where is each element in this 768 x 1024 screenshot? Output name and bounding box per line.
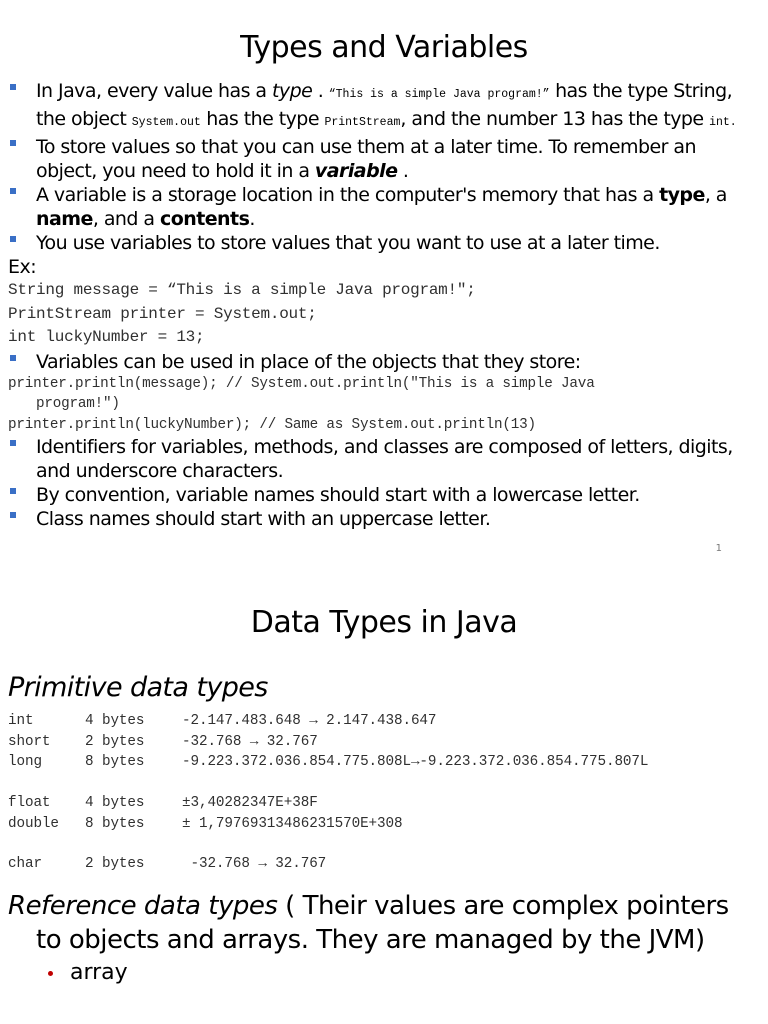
bullet-text: , a <box>704 184 727 206</box>
square-bullet-icon <box>10 355 16 361</box>
table-row <box>8 793 768 814</box>
slide-title: Data Types in Java <box>250 605 518 640</box>
bullet-text: has the type <box>200 108 325 130</box>
inline-code-system-out: System.out <box>131 116 201 129</box>
reference-heading-description: ( Their values are complex pointers to objects and arrays. They are managed by the JVM) <box>36 891 729 956</box>
inline-code-printstream: PrintStream <box>324 116 401 129</box>
square-bullet-icon <box>10 140 16 146</box>
bullet-text: . <box>249 208 255 230</box>
bullet-text: . <box>312 80 329 102</box>
size-cell: 2 bytes <box>85 733 145 750</box>
round-bullet-icon <box>48 971 53 976</box>
range-cell: -2.147.483.648 → 2.147.438.647 <box>182 713 437 729</box>
bullet-text: In Java, every value has a <box>36 80 273 102</box>
size-cell: 8 bytes <box>85 815 145 832</box>
range-cell: -32.768 → 32.767 <box>182 856 327 873</box>
code-line: int luckyNumber = 13; <box>8 328 205 346</box>
range-cell: -32.768 → 32.767 <box>182 733 318 750</box>
reference-heading-italic: Reference data types <box>8 891 278 922</box>
page-number: 1 <box>715 543 722 554</box>
bullet-text: By convention, variable names should start with a lowercase letter. <box>36 484 640 506</box>
type-cell: float <box>8 795 51 812</box>
list-item-label: array <box>70 960 128 986</box>
bullet-text: . <box>397 160 409 182</box>
slide-content <box>0 79 768 531</box>
table-spacer <box>8 834 768 854</box>
type-cell: short <box>8 733 51 750</box>
example-label: Ex: <box>8 256 37 278</box>
type-cell: long <box>8 754 42 771</box>
primitive-types-table <box>0 711 768 875</box>
bullet-text: Variables can be used in place of the objects that they store: <box>36 350 581 373</box>
code-line-continued: program!") <box>36 396 120 412</box>
range-cell: -9.223.372.036.854.775.808L→-9.223.372.036.854.775.807L <box>182 754 649 771</box>
code-line: PrintStream printer = System.out; <box>8 304 317 323</box>
bullet-every-value-has-type <box>8 79 760 135</box>
table-spacer <box>8 773 768 793</box>
bold-type: type <box>659 184 705 206</box>
range-cell: ±3,40282347E+38F <box>182 795 318 812</box>
square-bullet-icon <box>10 236 16 242</box>
bullet-text: Class names should start with an uppercase letter. <box>36 508 491 530</box>
type-cell: char <box>8 856 42 873</box>
table-row <box>8 732 768 753</box>
square-bullet-icon <box>10 188 16 194</box>
section-heading-primitive: Primitive data types <box>8 672 268 703</box>
square-bullet-icon <box>10 440 16 446</box>
bullet-lowercase-convention <box>8 483 760 507</box>
section-heading-reference <box>0 889 768 957</box>
code-line: printer.println(message); // System.out.println("This is a simple Java <box>8 375 595 392</box>
size-cell: 4 bytes <box>85 795 145 812</box>
bullet-text: , and a <box>92 208 160 230</box>
bullet-text: You use variables to store values that you want to use at a later time. <box>36 232 660 254</box>
code-line: printer.println(luckyNumber); // Same as System.out.println(13) <box>8 416 536 433</box>
emphasis-type: type <box>272 80 313 102</box>
slide-data-types <box>0 575 768 1024</box>
size-cell: 8 bytes <box>85 754 145 771</box>
range-cell: ± 1,79769313486231570E+308 <box>182 815 403 832</box>
code-line: String message = “This is a simple Java program!"; <box>8 281 476 299</box>
square-bullet-icon <box>10 84 16 90</box>
table-row <box>8 814 768 835</box>
bullet-text: To store values so that you can use them at a later time. To remember an object, you need to hold it in a <box>36 136 696 182</box>
square-bullet-icon <box>10 512 16 518</box>
table-row <box>8 752 768 773</box>
size-cell: 4 bytes <box>85 713 145 729</box>
table-row <box>8 711 768 732</box>
square-bullet-icon <box>10 488 16 494</box>
list-item <box>0 959 768 987</box>
slide-title: Types and Variables <box>240 30 528 65</box>
bullet-identifiers <box>8 435 760 483</box>
bullet-use-variables <box>8 231 760 255</box>
table-row <box>8 854 768 875</box>
bullet-uppercase-class <box>8 507 760 531</box>
bullet-text: A variable is a storage location in the computer's memory that has a <box>36 184 660 206</box>
emphasis-variable: variable <box>314 160 398 182</box>
type-cell: double <box>8 815 59 832</box>
bullet-store-values <box>8 135 760 183</box>
bullet-in-place-of-objects <box>8 350 760 374</box>
bullet-text: Identifiers for variables, methods, and classes are composed of letters, digits, and underscore characters. <box>36 436 733 482</box>
inline-code-string: “This is a simple Java program!” <box>328 88 550 101</box>
bullet-text: , and the number 13 has the type <box>400 108 710 130</box>
bullet-text: has the type String, the object <box>36 80 733 130</box>
bullet-storage-location <box>8 183 760 231</box>
bold-name: name <box>36 208 93 230</box>
bold-contents: contents <box>160 208 250 230</box>
inline-code-int: int. <box>709 116 737 129</box>
type-cell: int <box>8 713 34 729</box>
size-cell: 2 bytes <box>85 856 145 873</box>
